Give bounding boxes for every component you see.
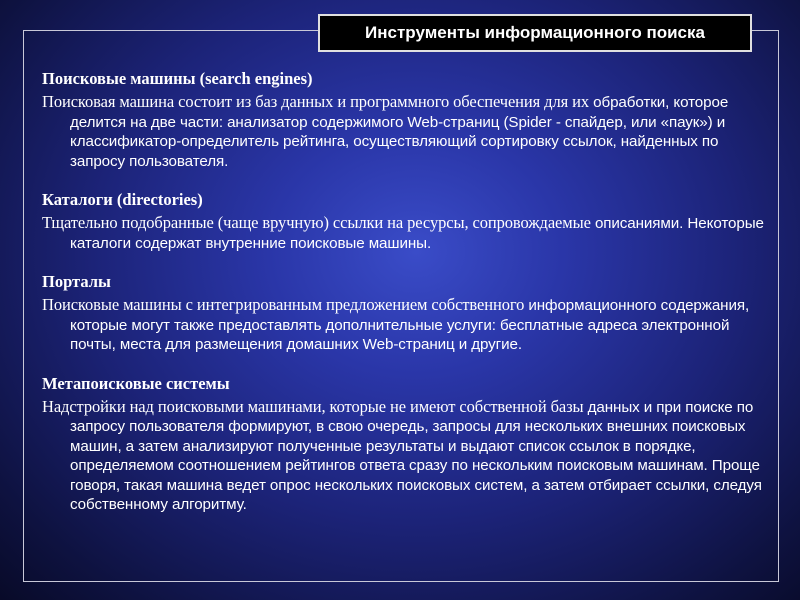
section-heading: Метапоисковые системы (42, 373, 230, 393)
section-text: информационного содержания, которые могут также предоставлять дополнительные услуги: бесплатные адреса электронной почты, места для размещения домашних Web-страниц и другие. (70, 297, 750, 353)
section-portals (42, 271, 770, 355)
section-lead: Поисковая машина состоит из баз данных и программного обеспечения для их (42, 92, 589, 111)
section-body (42, 213, 770, 253)
section-heading: Каталоги (directories) (42, 190, 203, 209)
section-search-engines (42, 68, 770, 171)
section-text: обработки, которое делится на две части: анализатор содержимого Web-страниц (Spider - спайдер, или «паук») и классификатор-определитель рейтинга, осуществляющий сортировку ссылок, найденных по запросу пользователя. (70, 94, 729, 170)
section-lead: Поисковые машины с интегрированным предложением собственного (42, 295, 525, 314)
title-box (318, 14, 752, 52)
slide-title: Инструменты информационного поиска (365, 23, 705, 42)
section-lead: Надстройки над поисковыми машинами, которые не имеют собственной базы (42, 396, 584, 416)
section-heading: Поисковые машины (search engines) (42, 69, 313, 88)
section-body (42, 92, 770, 171)
section-heading: Порталы (42, 272, 111, 291)
slide-content (42, 68, 770, 533)
section-text: данных и при поиске по запросу пользователя формируют, в свою очередь, запросы для нескольких внешних поисковых машин, а затем анализируют полученные результаты и выдают список ссылок в порядке, определяемом соотношением рейтингов ответа сразу по нескольким поисковым машинам. Проще говоря, такая машина ведет опрос нескольких поисковых систем, а затем отбирает ссылки, следуя собственному алгоритму. (70, 398, 762, 513)
section-body (42, 397, 770, 515)
section-lead: Тщательно подобранные (чаще вручную) ссылки на ресурсы, сопровождаемые (42, 213, 591, 232)
section-directories (42, 189, 770, 253)
section-body (42, 295, 770, 355)
section-text: описаниями. Некоторые каталоги содержат внутренние поисковые машины. (70, 215, 764, 252)
section-metasearch (42, 373, 770, 515)
